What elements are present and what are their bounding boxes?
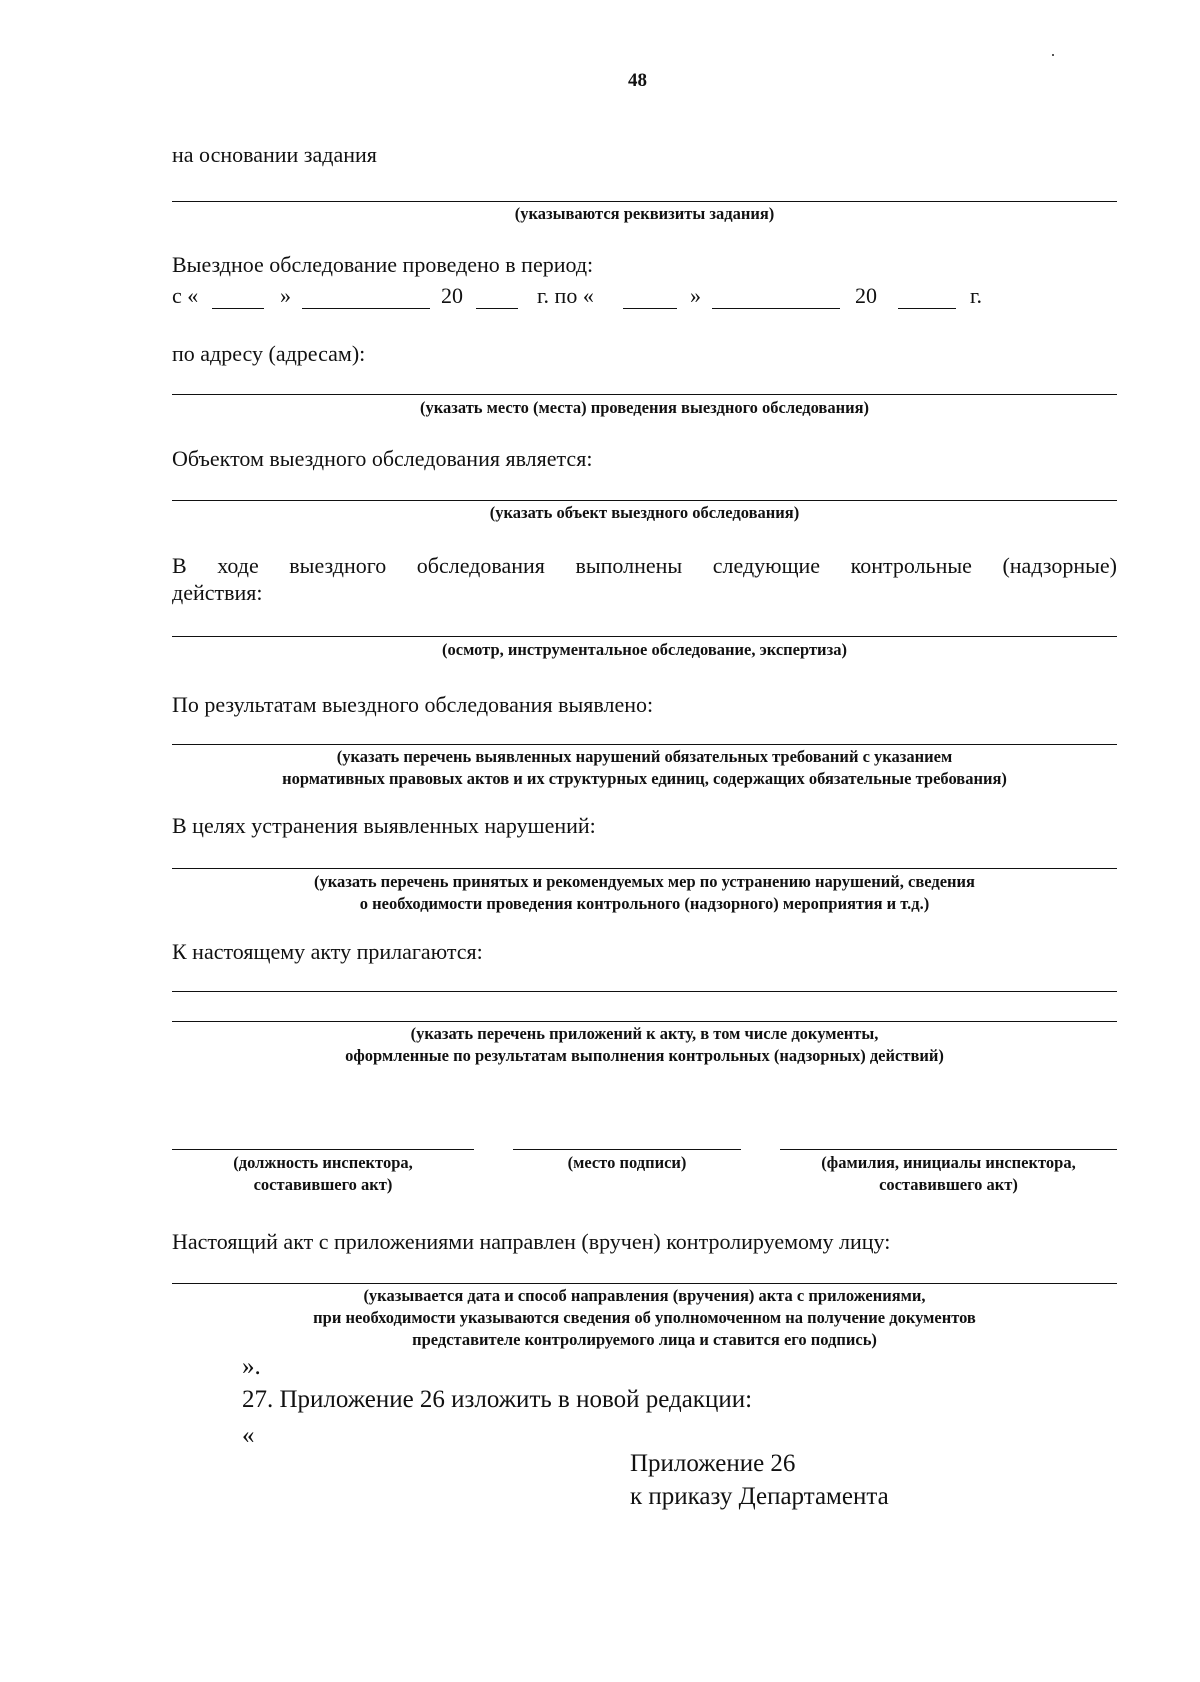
sent-hint-line1: (указывается дата и способ направления (вручения) акта с приложениями, [363,1286,926,1305]
period-from-year-field[interactable] [476,308,518,309]
object-line [172,500,1117,501]
period-from-month-field[interactable] [302,308,430,309]
sign-place-line [513,1149,741,1150]
basis-hint: (указываются реквизиты задания) [514,204,775,223]
address-hint: (указать место (места) проведения выездного обследования) [419,398,870,417]
sign-name-line [780,1149,1117,1150]
sign-place-hint: (место подписи) [567,1153,687,1172]
results-line [172,744,1117,745]
attach-line-2 [172,1021,1117,1022]
sent-hint-line2: при необходимости указываются сведения об уполномоченном на получение документов [313,1308,976,1327]
address-line [172,394,1117,395]
period-to-prefix: г. по « [537,283,594,308]
sign-name-hint-line2: составившего акт) [879,1175,1018,1194]
address-label: по адресу (адресам): [172,341,366,366]
closing-quote: ». [242,1353,261,1380]
period-to-quote-close: » [690,283,701,308]
sent-label: Настоящий акт с приложениями направлен (вручен) контролируемому лицу: [172,1229,891,1254]
sign-position-hint-line1: (должность инспектора, [233,1153,413,1172]
period-label: Выездное обследование проведено в период: [172,252,594,277]
sent-line [172,1283,1117,1284]
object-hint: (указать объект выездного обследования) [489,503,800,522]
sent-hint-line3: представителе контролируемого лица и ставится его подпись) [412,1330,877,1349]
results-hint-line2: нормативных правовых актов и их структурных единиц, содержащих обязательные требования) [282,769,1007,788]
period-from-quote-close: » [280,283,291,308]
period-to-month-field[interactable] [712,308,840,309]
period-to-day-field[interactable] [623,308,677,309]
sign-name-hint-line1: (фамилия, инициалы инспектора, [821,1153,1076,1172]
attach-label: К настоящему акту прилагаются: [172,939,483,964]
period-from-year-prefix: 20 [441,283,463,308]
scan-speck [1052,54,1054,56]
remedy-label: В целях устранения выявленных нарушений: [172,813,596,838]
attach-line-1 [172,991,1117,992]
period-to-year-field[interactable] [898,308,956,309]
period-year-suffix: г. [970,283,983,308]
actions-line [172,636,1117,637]
actions-label-line1: В ходе выездного обследования выполнены следующие контрольные (надзорные) [172,553,1117,578]
remedy-hint-line2: о необходимости проведения контрольного (надзорного) мероприятия и т.д.) [359,894,930,913]
period-from-prefix: с « [172,283,199,308]
attach-hint-line1: (указать перечень приложений к акту, в том числе документы, [410,1024,879,1043]
actions-label-line2: действия: [172,580,263,605]
remedy-hint-line1: (указать перечень принятых и рекомендуемых мер по устранению нарушений, сведения [314,872,975,891]
sign-position-hint-line2: составившего акт) [253,1175,393,1194]
sign-position-line [172,1149,474,1150]
basis-label: на основании задания [172,142,377,167]
remedy-line [172,868,1117,869]
actions-hint: (осмотр, инструментальное обследование, экспертиза) [442,640,847,659]
results-label: По результатам выездного обследования выявлено: [172,692,654,717]
appendix-title-line2: к приказу Департамента [630,1483,889,1510]
results-hint-line1: (указать перечень выявленных нарушений обязательных требований с указанием [336,747,953,766]
basis-line [172,201,1117,202]
amendment-item: 27. Приложение 26 изложить в новой редакции: [242,1386,753,1413]
page-number: 48 [628,70,647,91]
attach-hint-line2: оформленные по результатам выполнения контрольных (надзорных) действий) [345,1046,944,1065]
opening-quote: « [242,1422,255,1449]
object-label: Объектом выездного обследования является: [172,446,593,471]
appendix-title-line1: Приложение 26 [630,1450,796,1477]
period-to-year-prefix: 20 [855,283,877,308]
period-from-day-field[interactable] [212,308,264,309]
